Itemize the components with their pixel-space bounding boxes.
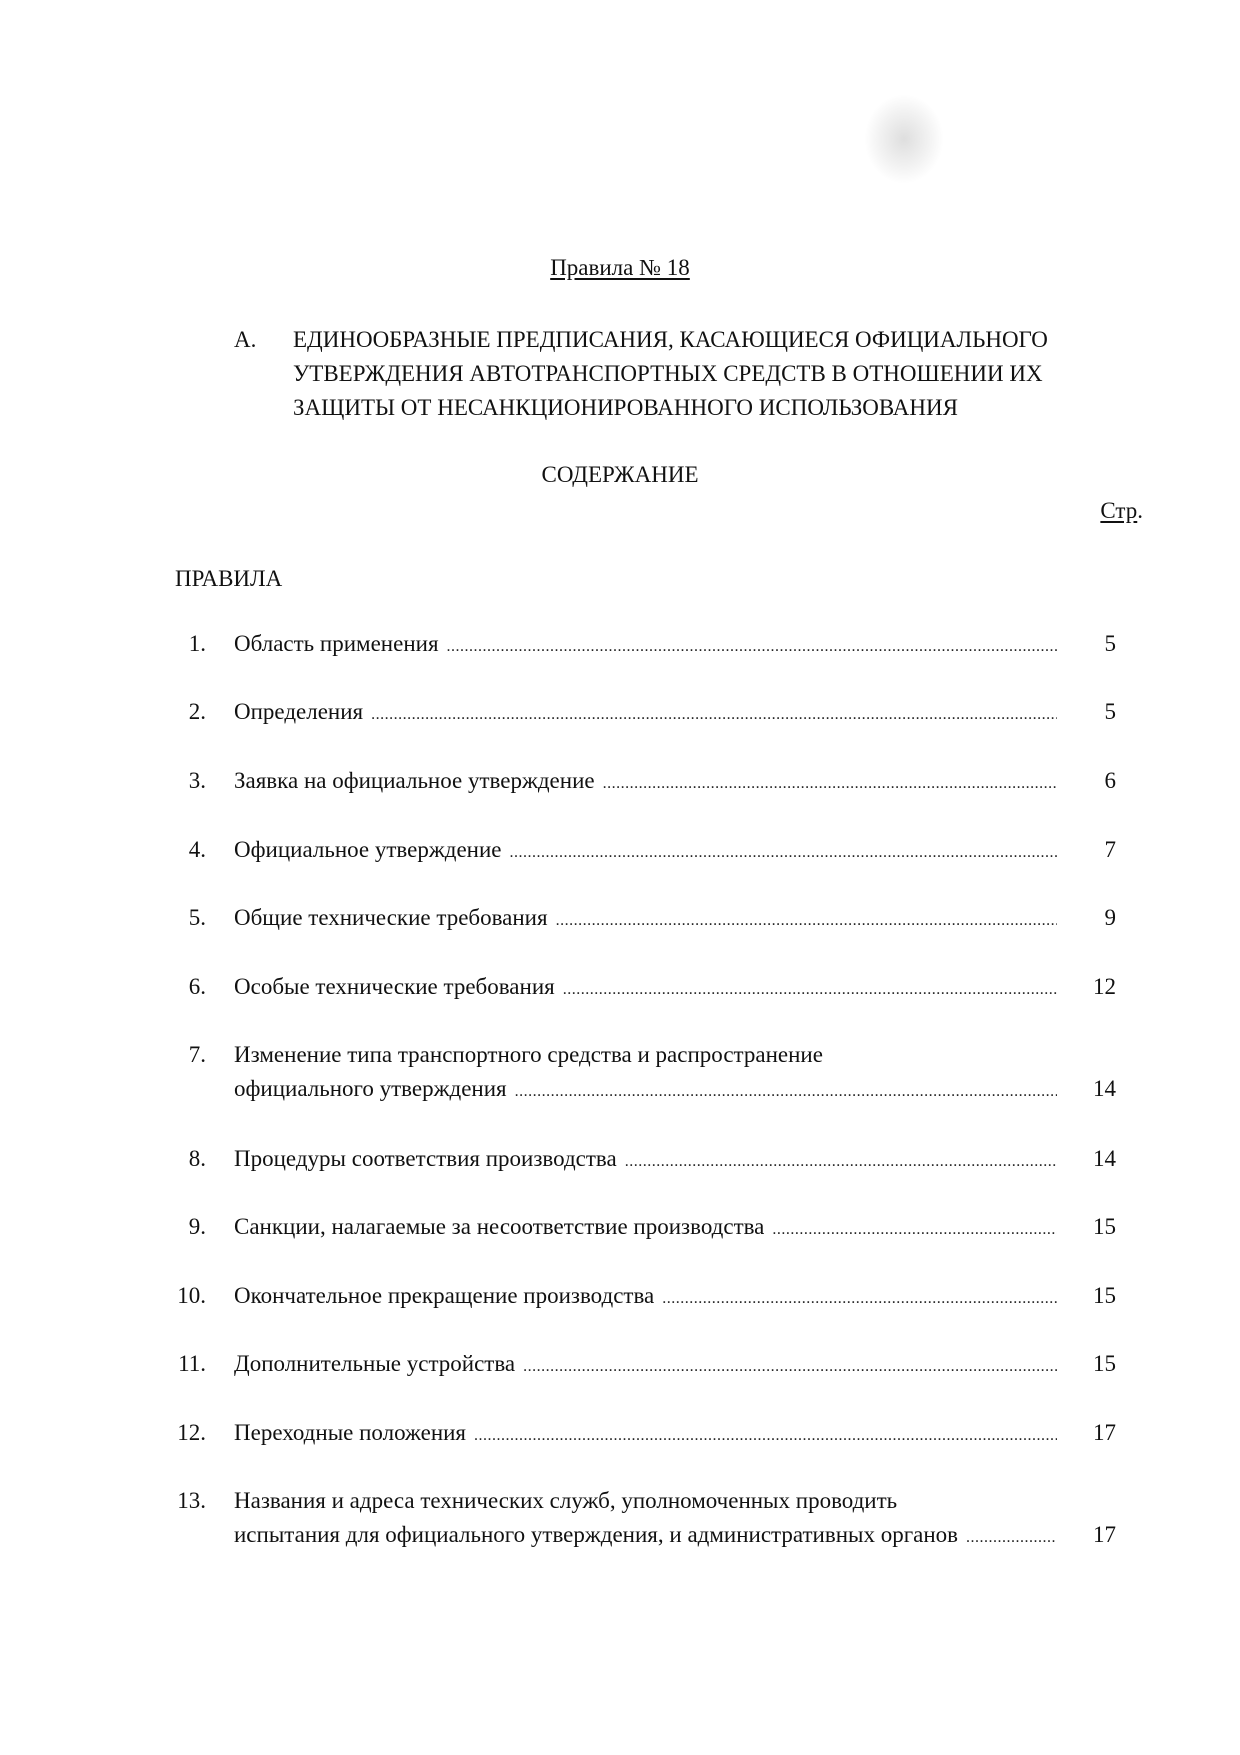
toc-entry-page: 17 xyxy=(1093,1522,1116,1547)
toc-entry-number: 1. xyxy=(188,631,206,656)
toc-entry-line xyxy=(234,833,1057,870)
toc-entry-title xyxy=(234,695,1057,732)
toc-entry-line xyxy=(234,1416,1057,1453)
toc-entry-line xyxy=(234,1484,1057,1518)
scan-smudge xyxy=(865,95,943,183)
toc-entry-text: Процедуры соответствия производства xyxy=(234,1146,617,1171)
heading-letter: А. xyxy=(234,327,257,352)
toc-entry-title xyxy=(234,970,1057,1007)
toc-entry-title xyxy=(234,1416,1057,1453)
toc-entry-title xyxy=(234,1038,1057,1109)
section-label: ПРАВИЛА xyxy=(175,566,283,591)
toc-entry-text: Изменение типа транспортного средства и распространение xyxy=(234,1042,823,1067)
heading-line: ЕДИНООБРАЗНЫЕ ПРЕДПИСАНИЯ, КАСАЮЩИЕСЯ ОФИЦИАЛЬНОГО xyxy=(293,327,1048,352)
toc-entry-page: 9 xyxy=(1104,905,1116,930)
toc-dot-leader xyxy=(515,1075,1057,1109)
toc-entry-line xyxy=(234,1210,1057,1247)
toc-entry-text: Переходные положения xyxy=(234,1420,467,1445)
toc-entry-number: 6. xyxy=(188,974,206,999)
toc-entry-number: 3. xyxy=(188,768,206,793)
toc-entry-number: 12. xyxy=(177,1420,206,1445)
toc-dot-leader xyxy=(371,698,1057,732)
toc-entry-line xyxy=(234,1142,1057,1179)
toc-entry-page: 5 xyxy=(1104,631,1116,656)
rule-title xyxy=(0,253,1240,283)
toc-entry-title xyxy=(234,1484,1057,1555)
toc-entry-text: Окончательное прекращение производства xyxy=(234,1283,655,1308)
toc-entry-line xyxy=(234,627,1057,664)
toc-entry-number: 10. xyxy=(177,1283,206,1308)
toc-dot-leader xyxy=(556,904,1057,938)
rule-title-text: Правила № 18 xyxy=(550,255,690,280)
toc-entry-line xyxy=(234,970,1057,1007)
toc-entry-page: 6 xyxy=(1104,768,1116,793)
toc-entry-text: Санкции, налагаемые за несоответствие производства xyxy=(234,1214,765,1239)
toc-entry-text: Общие технические требования xyxy=(234,905,548,930)
page-column-label-dot: . xyxy=(1137,498,1143,523)
toc-entry-number: 8. xyxy=(188,1146,206,1171)
toc-dot-leader xyxy=(662,1282,1057,1316)
toc-dot-leader xyxy=(563,973,1057,1007)
toc-entry-text: испытания для официального утверждения, и административных органов xyxy=(234,1522,959,1547)
toc-entry-page: 7 xyxy=(1104,837,1116,862)
toc-entry-text: Определения xyxy=(234,699,364,724)
toc-dot-leader xyxy=(603,767,1057,801)
toc-entry-title xyxy=(234,1279,1057,1316)
toc-entry-number: 11. xyxy=(178,1351,206,1376)
toc-entry-page: 14 xyxy=(1093,1076,1116,1101)
toc-entry-line xyxy=(234,1347,1057,1384)
toc-entry-line xyxy=(234,1038,1057,1072)
toc-entry-page: 15 xyxy=(1093,1283,1116,1308)
toc-dot-leader xyxy=(966,1521,1057,1555)
toc-entry-text: Заявка на официальное утверждение xyxy=(234,768,595,793)
toc-entry-line xyxy=(234,1518,1057,1555)
toc-dot-leader xyxy=(625,1145,1057,1179)
toc-entry-text: Названия и адреса технических служб, уполномоченных проводить xyxy=(234,1488,898,1513)
page-column-label xyxy=(1100,496,1143,526)
toc-entry-line xyxy=(234,1279,1057,1316)
toc-entry-title xyxy=(234,764,1057,801)
toc-entry-title xyxy=(234,833,1057,870)
toc-entry-page: 15 xyxy=(1093,1214,1116,1239)
toc-entry-text: Особые технические требования xyxy=(234,974,555,999)
toc-entry-title xyxy=(234,901,1057,938)
toc-entry-line xyxy=(234,695,1057,732)
toc-entry-page: 17 xyxy=(1093,1420,1116,1445)
toc-entry-number: 2. xyxy=(188,699,206,724)
heading-line: ЗАЩИТЫ ОТ НЕСАНКЦИОНИРОВАННОГО ИСПОЛЬЗОВАНИЯ xyxy=(293,395,958,420)
toc-dot-leader xyxy=(474,1419,1057,1453)
toc-entry-title xyxy=(234,1210,1057,1247)
toc-entry-line xyxy=(234,901,1057,938)
heading-line: УТВЕРЖДЕНИЯ АВТОТРАНСПОРТНЫХ СРЕДСТВ В ОТНОШЕНИИ ИХ xyxy=(293,361,1043,386)
toc-entry-text: официального утверждения xyxy=(234,1076,507,1101)
contents-title: СОДЕРЖАНИЕ xyxy=(541,462,699,487)
toc-entry-page: 12 xyxy=(1093,974,1116,999)
toc-entry-text: Официальное утверждение xyxy=(234,837,502,862)
toc-entry-title xyxy=(234,1142,1057,1179)
document-heading xyxy=(293,323,1163,425)
toc-entry-line xyxy=(234,1072,1057,1109)
toc-entry-number: 13. xyxy=(177,1488,206,1513)
toc-entry-number: 4. xyxy=(188,837,206,862)
toc-entry-line xyxy=(234,764,1057,801)
toc-entry-page: 14 xyxy=(1093,1146,1116,1171)
toc-dot-leader xyxy=(447,630,1057,664)
toc-entry-text: Область применения xyxy=(234,631,439,656)
toc-entry-title xyxy=(234,627,1057,664)
toc-entry-number: 7. xyxy=(188,1042,206,1067)
toc-dot-leader xyxy=(772,1213,1057,1247)
toc-dot-leader xyxy=(523,1350,1057,1384)
toc-entry-text: Дополнительные устройства xyxy=(234,1351,516,1376)
toc-entry-page: 5 xyxy=(1104,699,1116,724)
toc-entry-number: 5. xyxy=(188,905,206,930)
page-column-label-text: Стр xyxy=(1100,498,1138,523)
toc-dot-leader xyxy=(509,836,1057,870)
toc-entry-number: 9. xyxy=(188,1214,206,1239)
toc-entry-title xyxy=(234,1347,1057,1384)
toc-entry-page: 15 xyxy=(1093,1351,1116,1376)
